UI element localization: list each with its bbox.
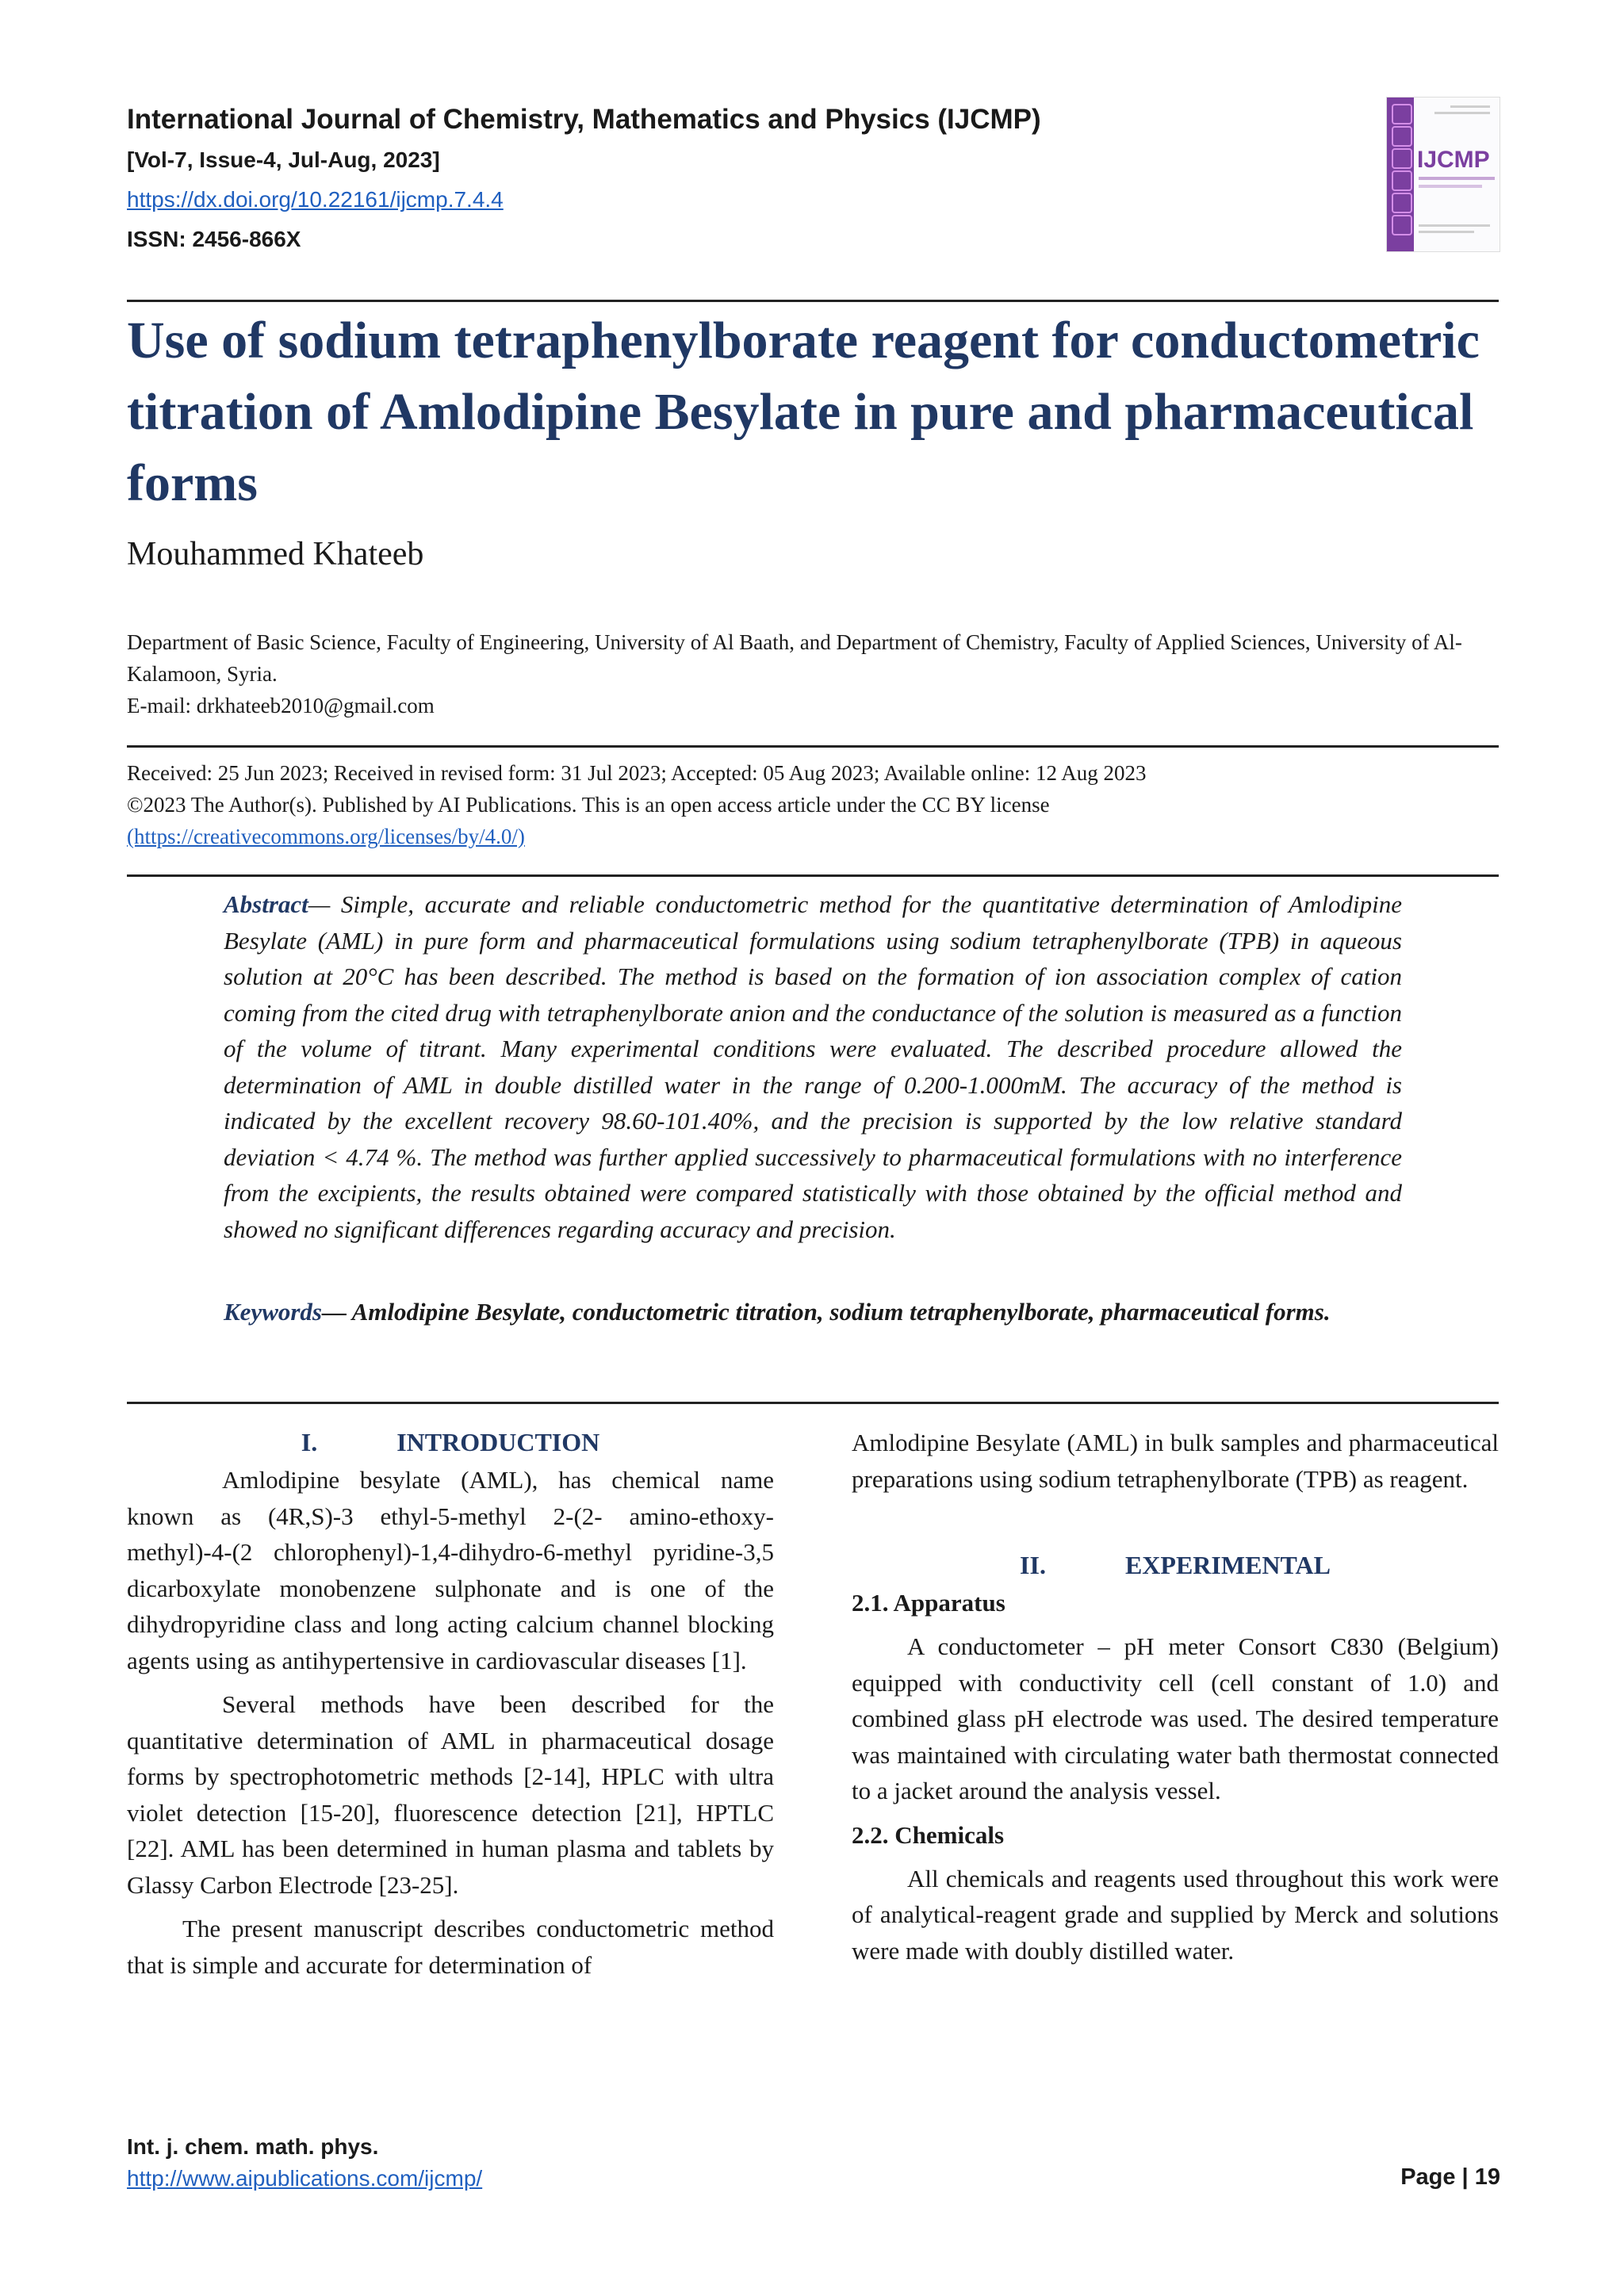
cover-hexagon-strip <box>1387 98 1414 251</box>
affiliation-text: Department of Basic Science, Faculty of Engineering, University of Al Baath, and Department of Chemistry, Faculty of Applied Sciences, University of Al-Kalamoon, Syria. <box>127 630 1462 686</box>
affiliation-divider <box>127 745 1499 748</box>
journal-abbreviation: Int. j. chem. math. phys. <box>127 2134 379 2159</box>
journal-url-link[interactable]: http://www.aipublications.com/ijcmp/ <box>127 2166 483 2191</box>
abstract-text: Simple, accurate and reliable conductometric method for the quantitative determination of Amlodipine Besylate (AML) in pure form and pharmaceutical formulations using sodium tetraphenylborate (TPB) in aqueous solution at 20°C has been described. The method is based on the formation of ion association complex of cation coming from the cited drug with tetraphenylborate anion and the conductance of the solution is measured as a function of the volume of titrant. Many experimental conditions were evaluated. The described procedure allowed the determination of AML in double distilled water in the range of 0.200-1.000mM. The accuracy of the method is indicated by the excellent recovery 98.60-101.40%, and the precision is supported by the low relative standard deviation < 4.74 %. The method was further applied successively to pharmaceutical formulations with no interference from the excipients, the results obtained were compared statistically with those obtained by the official method and showed no significant differences regarding accuracy and precision. <box>224 890 1402 1243</box>
volume-issue: [Vol-7, Issue-4, Jul-Aug, 2023] <box>127 147 440 172</box>
page-footer <box>127 2131 482 2195</box>
author-name: Mouhammed Khateeb <box>127 536 424 572</box>
abstract-dash: — <box>308 890 341 918</box>
dates-divider <box>127 874 1499 877</box>
cover-logo: IJCMP <box>1417 147 1490 173</box>
keywords <box>224 1294 1402 1330</box>
intro-paragraph-3: The present manuscript describes conductometric method that is simple and accurate for determination of <box>127 1915 774 1979</box>
issn: ISSN: 2456-866X <box>127 227 301 251</box>
abstract-label: Abstract <box>224 890 308 918</box>
intro-paragraph-3-continued: Amlodipine Besylate (AML) in bulk samples and pharmaceutical preparations using sodium tetraphenylborate (TPB) as reagent. <box>852 1429 1499 1493</box>
author-email: E-mail: drkhateeb2010@gmail.com <box>127 694 435 718</box>
author-affiliation <box>127 626 1503 721</box>
doi-link[interactable]: https://dx.doi.org/10.22161/ijcmp.7.4.4 <box>127 187 504 212</box>
subsection-heading-apparatus: 2.1. Apparatus <box>852 1589 1005 1617</box>
intro-paragraph-2: Several methods have been described for the quantitative determination of AML in pharmaceutical dosage forms by spectrophotometric methods [2-14], HPLC with ultra violet detection [15-20], fluorescence detection [21], HPTLC [22]. AML has been determined in human plasma and tablets by Glassy Carbon Electrode [23-25]. <box>127 1690 774 1899</box>
journal-cover-image <box>1386 97 1500 252</box>
journal-title: International Journal of Chemistry, Mathematics and Physics (IJCMP) <box>127 104 1041 135</box>
keywords-text: — Amlodipine Besylate, conductometric titration, sodium tetraphenylborate, pharmaceutical forms. <box>322 1298 1331 1326</box>
subsection-heading-chemicals: 2.2. Chemicals <box>852 1820 1005 1849</box>
chemicals-paragraph: All chemicals and reagents used throughout this work were of analytical-reagent grade and supplied by Merck and solutions were made with doubly distilled water. <box>852 1864 1499 1965</box>
article-title: Use of sodium tetraphenylborate reagent for conductometric titration of Amlodipine Besylate in pure and pharmaceutical forms <box>127 312 1480 512</box>
header-divider <box>127 300 1499 302</box>
abstract <box>224 886 1402 1247</box>
keywords-label: Keywords <box>224 1298 322 1326</box>
right-column <box>852 1425 1499 1976</box>
dates-text: Received: 25 Jun 2023; Received in revised form: 31 Jul 2023; Accepted: 05 Aug 2023; Available online: 12 Aug 2023 <box>127 761 1147 785</box>
apparatus-paragraph: A conductometer – pH meter Consort C830 (Belgium) equipped with conductivity cell (cell constant of 1.0) and combined glass pH electrode was used. The desired temperature was maintained with circulating water bath thermostat connected to a jacket around the analysis vessel. <box>852 1632 1499 1804</box>
section-heading-introduction: I. INTRODUCTION <box>301 1428 600 1456</box>
license-link[interactable]: (https://creativecommons.org/licenses/by/4.0/) <box>127 825 525 848</box>
section-heading-experimental: II. EXPERIMENTAL <box>1020 1551 1331 1579</box>
intro-paragraph-1: Amlodipine besylate (AML), has chemical name known as (4R,S)-3 ethyl-5-methyl 2-(2- amino-ethoxy-methyl)-4-(2 chlorophenyl)-1,4-dihydro-6-methyl pyridine-3,5 dicarboxylate monobenzene sulphonate and is one of the dihydropyridine class and long acting calcium channel blocking agents using as antihypertensive in cardiovascular diseases [1]. <box>127 1466 774 1674</box>
license-text: ©2023 The Author(s). Published by AI Publications. This is an open access article under the CC BY license <box>127 793 1050 817</box>
abstract-divider <box>127 1402 1499 1404</box>
page-number: Page | 19 <box>1400 2164 1500 2190</box>
left-column <box>127 1425 774 1991</box>
journal-header <box>127 99 1316 259</box>
publication-dates <box>127 757 1503 852</box>
